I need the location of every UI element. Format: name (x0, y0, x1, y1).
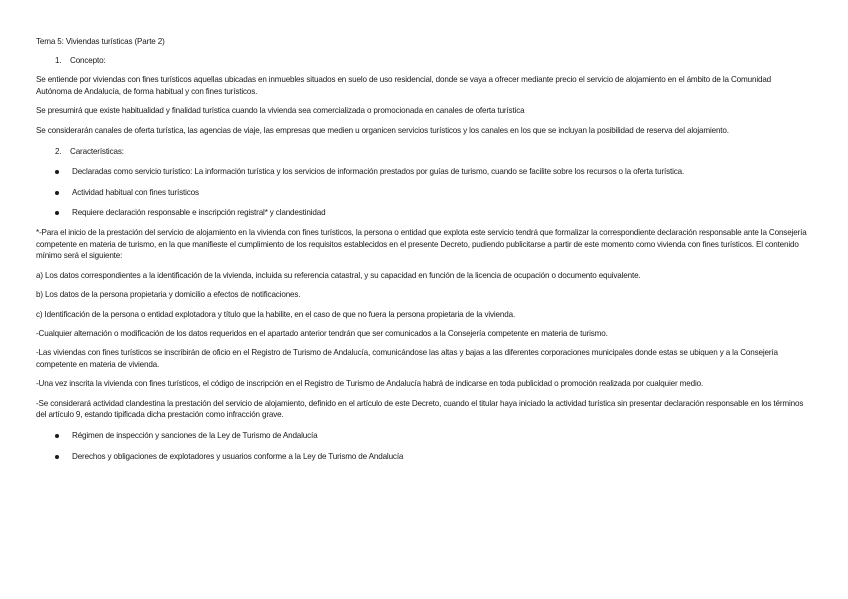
list-item-text: Derechos y obligaciones de explotadores y usuarios conforme a la Ley de Turismo de Andalucía (72, 451, 404, 461)
document-title: Tema 5: Viviendas turísticas (Parte 2) (36, 37, 165, 46)
section-heading-text: Concepto: (70, 55, 106, 65)
paragraph-item-a: a) Los datos correspondientes a la identificación de la vivienda, incluida su referencia catastral, y su capacidad en función de la licencia de ocupación o documento equivalente. (36, 270, 641, 280)
bullet-dot-icon (55, 170, 59, 174)
section-number: 2. (55, 146, 62, 156)
list-item (36, 187, 808, 199)
paragraph-declaracion: *-Para el inicio de la prestación del servicio de alojamiento en la vivienda con fines turísticos, la persona o entidad que explota este servicio tendrá que formalizar la correspondiente declaración responsable ante la Consejería competente en materia de turismo, en la que manifieste el cumplimiento de los requisitos establecidos en el presente Decreto, pudiendo publicitarse a partir de este momento como vivienda con fines turísticos. El contenido mínimo será el siguiente: (36, 227, 807, 261)
bullet-dot-icon (55, 455, 59, 459)
section-heading-text: Características: (70, 146, 124, 156)
list-item-text: Actividad habitual con fines turísticos (72, 187, 199, 197)
section-concepto-heading (36, 55, 808, 67)
section-caracteristicas-heading (36, 146, 808, 158)
paragraph-clandestina: -Se considerará actividad clandestina la prestación del servicio de alojamiento, definido en el artículo de este Decreto, cuando el titular haya iniciado la actividad turística sin presentar declaración responsable en los términos del artículo 9, estando tipificada dicha prestación como infracción grave. (36, 398, 804, 420)
paragraph-habitualidad: Se presumirá que existe habitualidad y finalidad turística cuando la vivienda sea comercializada o promocionada en canales de oferta turística (36, 106, 525, 116)
list-item (36, 430, 808, 442)
paragraph-inscripcion: -Las viviendas con fines turísticos se inscribirán de oficio en el Registro de Turismo de Andalucía, comunicándose las altas y bajas a las diferentes corporaciones municipales donde estas se ubiquen y a la Consejería competente en materia de vivienda. (36, 348, 778, 369)
list-item-text: Declaradas como servicio turístico: La información turística y los servicios de información prestados por guías de turismo, cuando se facilite sobre los recursos o la oferta turística. (72, 167, 685, 177)
paragraph-item-b: b) Los datos de la persona propietaria y domicilio a efectos de notificaciones. (36, 290, 301, 300)
paragraph-item-c: c) Identificación de la persona o entidad explotadora y título que la habilite, en el caso de que no fuera la persona propietaria de la vivienda. (36, 309, 516, 319)
paragraph-canales: Se considerarán canales de oferta turística, las agencias de viaje, las empresas que medien u organicen servicios turísticos y los canales en los que se incluyan la posibilidad de reserva del alojamiento. (36, 125, 729, 135)
bullet-dot-icon (55, 211, 59, 215)
section-number: 1. (55, 55, 62, 65)
paragraph-modificacion: -Cualquier alternación o modificación de los datos requeridos en el apartado anterior tendrán que ser comunicados a la Consejería competente en materia de turismo. (36, 328, 608, 338)
list-item-text: Régimen de inspección y sanciones de la Ley de Turismo de Andalucía (72, 431, 318, 441)
bullet-dot-icon (55, 434, 59, 438)
list-item (36, 166, 808, 178)
list-item-text: Requiere declaración responsable e inscripción registral* y clandestinidad (72, 208, 326, 218)
list-item (36, 207, 808, 219)
paragraph-codigo: -Una vez inscrita la vivienda con fines turísticos, el código de inscripción en el Registro de Turismo de Andalucía habrá de indicarse en toda publicidad o promoción realizada por cualquier medio. (36, 379, 704, 389)
document-page (36, 36, 808, 462)
paragraph-definition: Se entiende por viviendas con fines turísticos aquellas ubicadas en inmuebles situados en suelo de uso residencial, donde se vaya a ofrecer mediante precio el servicio de alojamiento en el ámbito de la Comunidad Autónoma de Andalucía, de forma habitual y con fines turísticos. (36, 75, 772, 96)
bullet-dot-icon (55, 191, 59, 195)
list-item (36, 451, 808, 463)
